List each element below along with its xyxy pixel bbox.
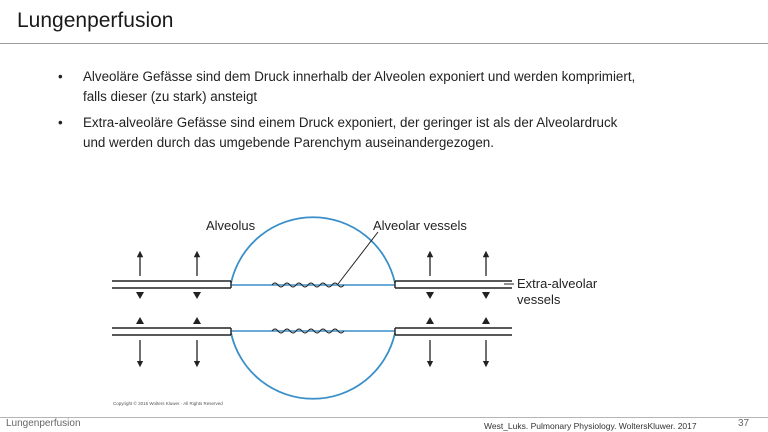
- extra-alveolar-vessel-right: [395, 281, 512, 335]
- slide-title: Lungenperfusion: [17, 9, 174, 32]
- bullet-text-line: Extra-alveoläre Gefässe sind einem Druck exponiert, der geringer ist als der Alveolardruck: [83, 115, 618, 130]
- alveolus-label: Alveolus: [206, 218, 256, 233]
- bullet-text-line: Alveoläre Gefässe sind dem Druck innerhalb der Alveolen exponiert und werden komprimiert,: [83, 69, 636, 84]
- bullet-text-line: falls dieser (zu stark) ansteigt: [83, 88, 258, 104]
- traction-arrows-lower-down: [140, 340, 486, 364]
- alveolus-outline: [231, 217, 395, 399]
- alveolar-vessels-label: Alveolar vessels: [373, 218, 467, 233]
- traction-arrows-upper-up: [140, 254, 486, 276]
- alveolar-vessels-diagram: [100, 208, 660, 413]
- bullet-dot: •: [58, 115, 63, 130]
- bullet-text-line: und werden durch das umgebende Parenchym auseinandergezogen.: [83, 134, 494, 150]
- figure-copyright: Copyright © 2016 Wolters Kluwer · All Rights Reserved: [113, 401, 223, 406]
- extra-alveolar-label: Extra-alveolar: [517, 276, 598, 291]
- alveolar-vessels-leader: [338, 232, 378, 284]
- extra-alveolar-vessel-left: [112, 281, 231, 335]
- title-divider: [0, 43, 768, 44]
- page-number: 37: [738, 418, 750, 429]
- footer-section-title: Lungenperfusion: [6, 418, 81, 429]
- traction-arrows-upper-down: [136, 292, 490, 299]
- extra-alveolar-label-line2: vessels: [517, 292, 561, 307]
- traction-arrows-lower-up: [136, 317, 490, 324]
- footer-source-citation: West_Luks. Pulmonary Physiology. WoltersKluwer. 2017: [484, 421, 697, 431]
- bullet-list: [58, 67, 718, 159]
- footer-divider: [0, 417, 768, 418]
- bullet-item-alveolar: [58, 67, 718, 106]
- bullet-dot: •: [58, 69, 63, 84]
- bullet-item-extra-alveolar: [58, 113, 718, 152]
